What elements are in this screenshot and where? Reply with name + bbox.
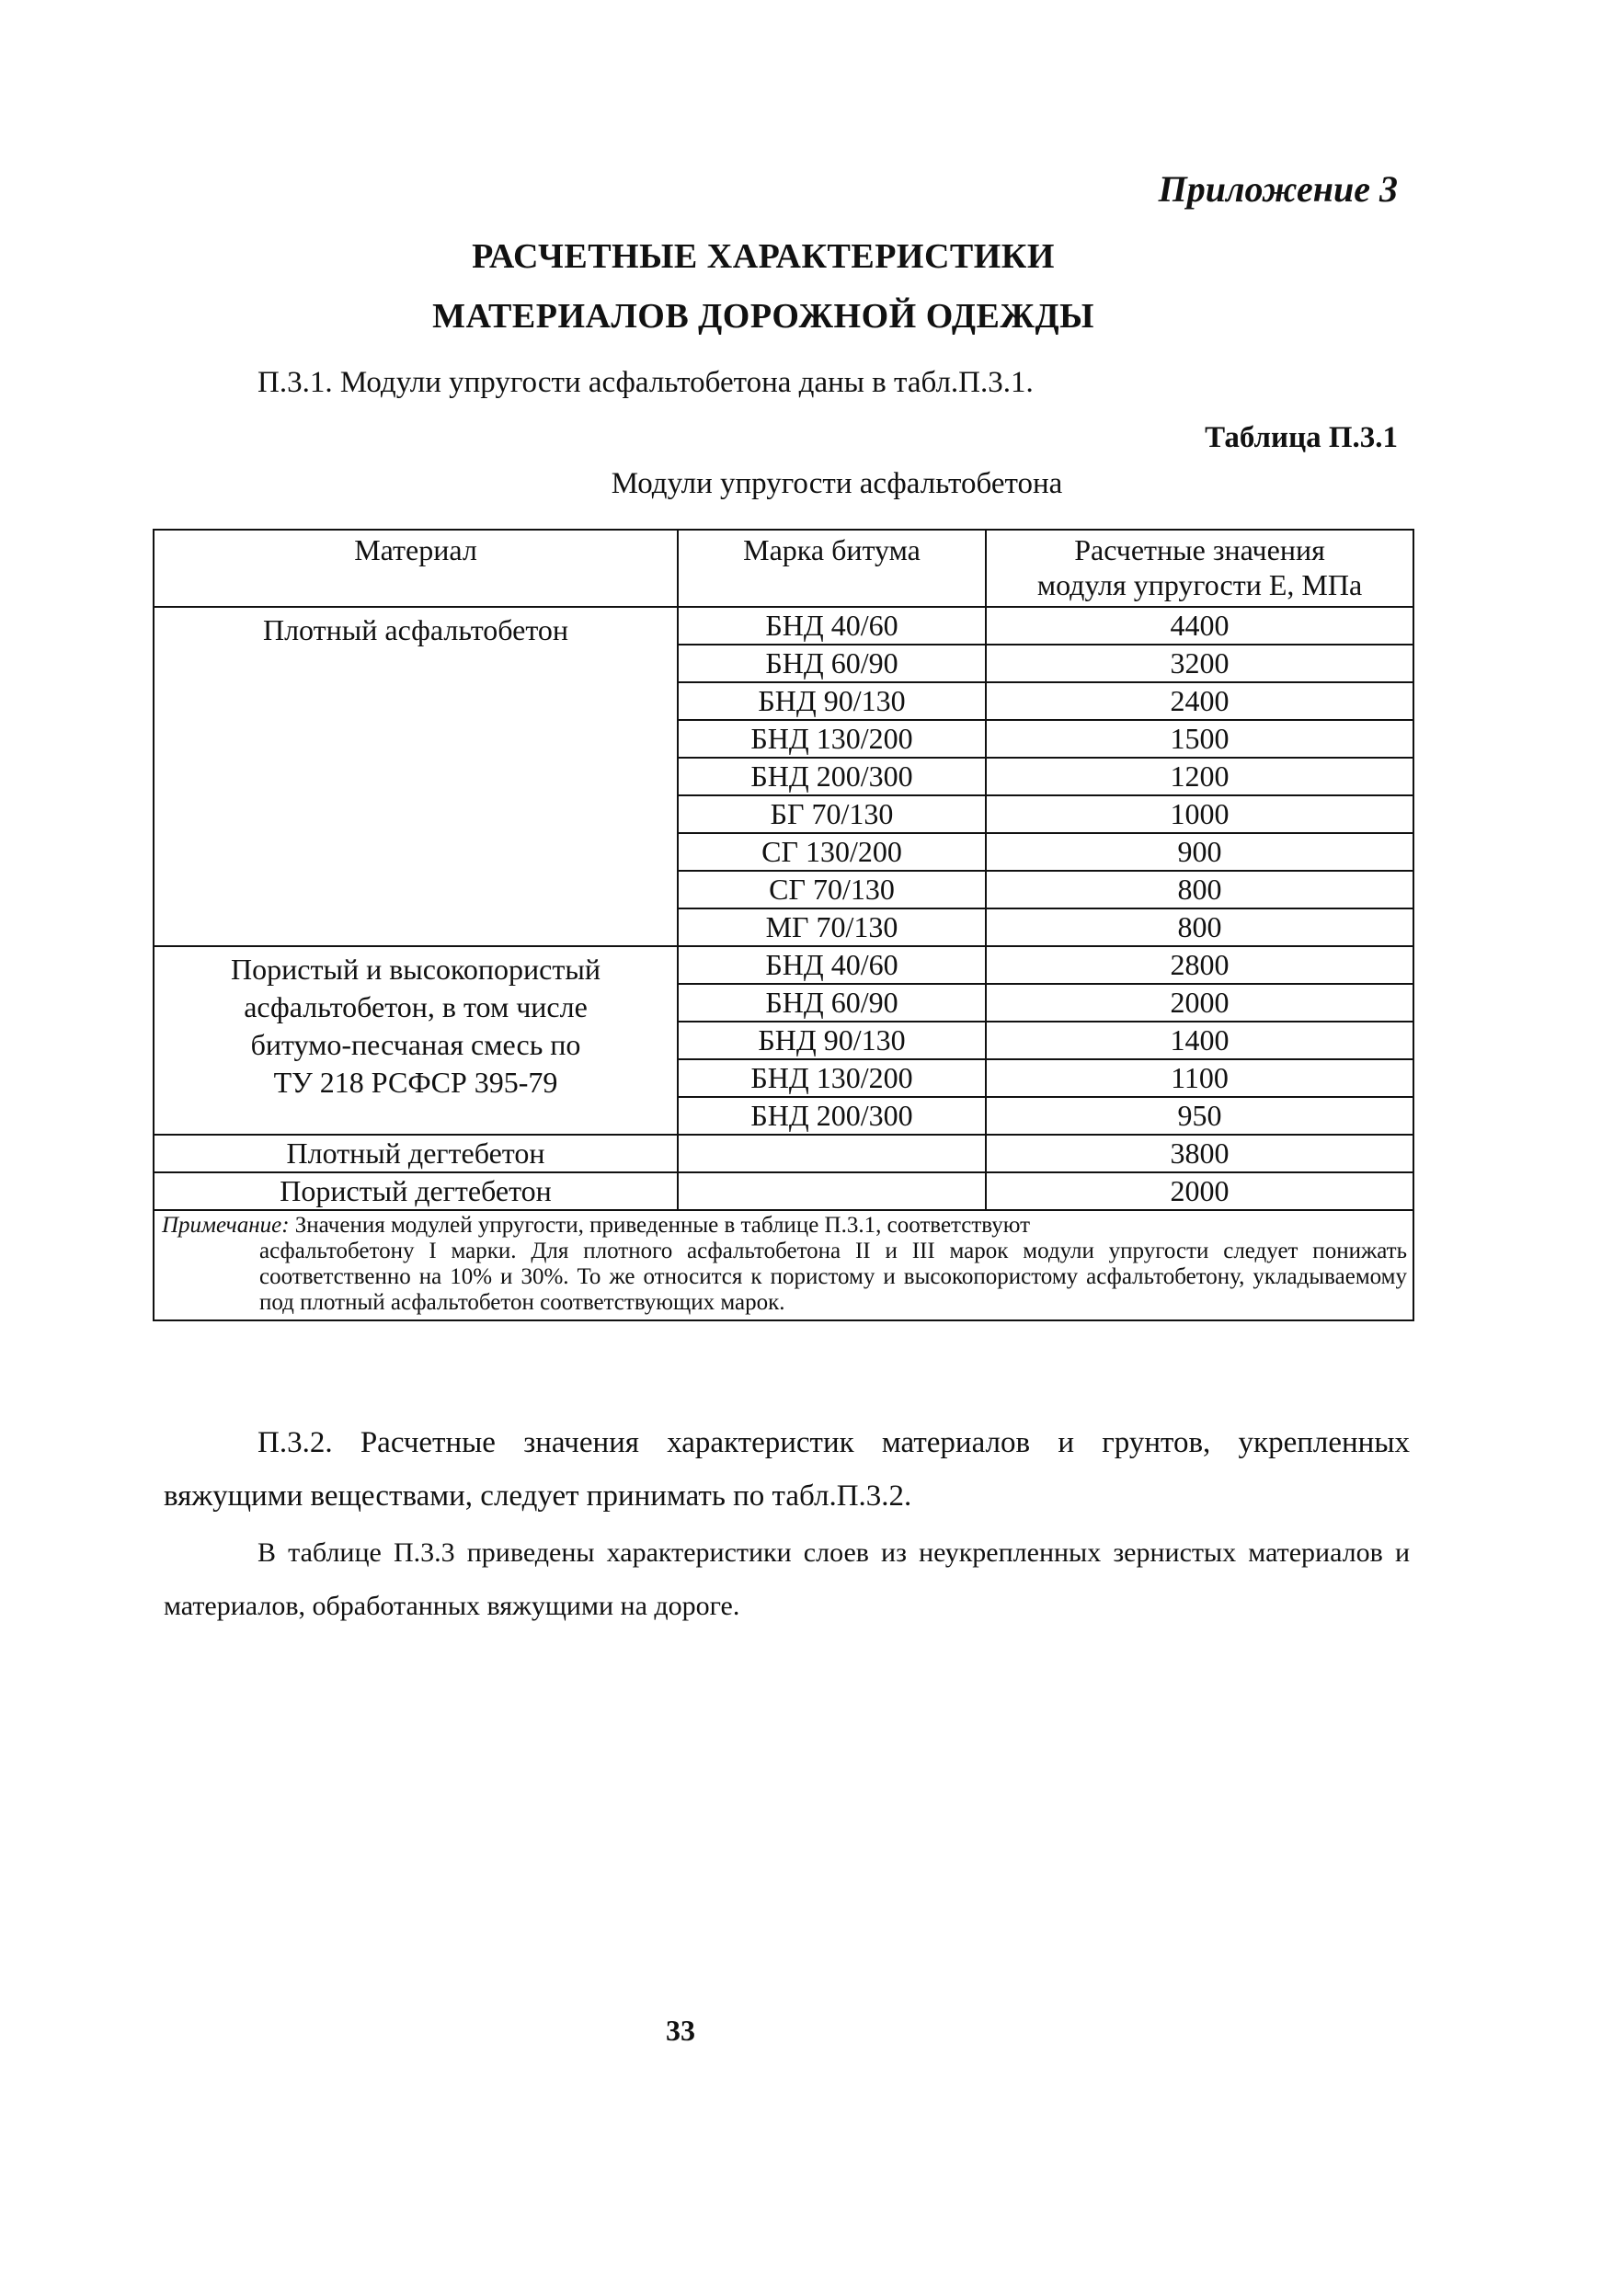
bitumen-grade-cell: БНД 90/130 (678, 682, 986, 720)
modulus-value-cell: 4400 (986, 607, 1413, 645)
document-title-line1: РАСЧЕТНЫЕ ХАРАКТЕРИСТИКИ (472, 237, 1055, 276)
modulus-value-cell: 900 (986, 833, 1413, 871)
modulus-value-cell: 1500 (986, 720, 1413, 758)
modulus-value-cell: 2000 (986, 984, 1413, 1022)
material-porous-asphalt (154, 946, 678, 1135)
table-number-label: Таблица П.3.1 (1205, 421, 1398, 454)
modulus-value-cell: 950 (986, 1097, 1413, 1135)
appendix-label: Приложение 3 (1158, 168, 1398, 210)
header-modulus-line2: модуля упругости Е, МПа (1036, 568, 1363, 601)
bitumen-grade-cell: СГ 130/200 (678, 833, 986, 871)
header-modulus-line1: Расчетные значения (1074, 533, 1325, 566)
bitumen-grade-cell: БНД 200/300 (678, 758, 986, 795)
table-caption: Модули упругости асфальтобетона (611, 467, 1063, 500)
table-row (154, 1172, 1413, 1210)
bitumen-grade-cell (678, 1172, 986, 1210)
bitumen-grade-cell: БНД 200/300 (678, 1097, 986, 1135)
material-porous-line4: ТУ 218 РСФСР 395-79 (273, 1066, 558, 1099)
bitumen-grade-cell: БНД 130/200 (678, 720, 986, 758)
table-row (154, 1135, 1413, 1172)
modulus-value-cell: 2400 (986, 682, 1413, 720)
page-number: 33 (666, 2014, 695, 2047)
elastic-modulus-table (153, 529, 1414, 1321)
note-label: Примечание: (162, 1213, 290, 1238)
modulus-value-cell: 1100 (986, 1059, 1413, 1097)
modulus-value-cell: 1400 (986, 1022, 1413, 1059)
bitumen-grade-cell: СГ 70/130 (678, 871, 986, 908)
note-text-rest: асфальтобетону I марки. Для плотного асфальтобетона II и III марок модули упругости следует понижать соответственно на 10% и 30%. То же относится к пористому и высокопористому асфальтобетону, укладываемому под плотный асфальтобетон соответствующих марок. (259, 1239, 1407, 1315)
bitumen-grade-cell: БНД 60/90 (678, 645, 986, 682)
modulus-value-cell: 3200 (986, 645, 1413, 682)
table-row (154, 946, 1413, 984)
material-porous-tar-concrete: Пористый дегтебетон (154, 1172, 678, 1210)
document-title-line2: МАТЕРИАЛОВ ДОРОЖНОЙ ОДЕЖДЫ (432, 297, 1094, 336)
modulus-value-cell: 2800 (986, 946, 1413, 984)
table-header-row (154, 530, 1413, 607)
bitumen-grade-cell (678, 1135, 986, 1172)
bitumen-grade-cell: БНД 130/200 (678, 1059, 986, 1097)
header-material: Материал (154, 530, 678, 607)
note-text-first: Значения модулей упругости, приведенные в таблице П.3.1, соответствуют (294, 1213, 1031, 1238)
bitumen-grade-cell: БНД 60/90 (678, 984, 986, 1022)
modulus-value-cell: 1200 (986, 758, 1413, 795)
table-note-row (154, 1210, 1413, 1320)
modulus-value-cell: 2000 (986, 1172, 1413, 1210)
table-note (154, 1210, 1413, 1320)
material-porous-line1: Пористый и высокопористый (231, 953, 601, 986)
material-porous-line2: асфальтобетон, в том числе (244, 990, 588, 1023)
bitumen-grade-cell: БНД 90/130 (678, 1022, 986, 1059)
modulus-value-cell: 1000 (986, 795, 1413, 833)
material-dense-asphalt: Плотный асфальтобетон (154, 607, 678, 946)
bitumen-grade-cell: МГ 70/130 (678, 908, 986, 946)
material-dense-tar-concrete: Плотный дегтебетон (154, 1135, 678, 1172)
table-row (154, 607, 1413, 645)
bitumen-grade-cell: БГ 70/130 (678, 795, 986, 833)
header-modulus (986, 530, 1413, 607)
modulus-value-cell: 800 (986, 871, 1413, 908)
intro-paragraph: П.3.1. Модули упругости асфальтобетона даны в табл.П.3.1. (257, 366, 1034, 399)
bitumen-grade-cell: БНД 40/60 (678, 607, 986, 645)
paragraph-p3-3: В таблице П.3.3 приведены характеристики слоев из неукрепленных зернистых материалов и материалов, обработанных вяжущими на дороге. (164, 1537, 1410, 1621)
header-bitumen-grade: Марка битума (678, 530, 986, 607)
modulus-value-cell: 800 (986, 908, 1413, 946)
material-porous-line3: битумо-песчаная смесь по (250, 1028, 581, 1061)
bitumen-grade-cell: БНД 40/60 (678, 946, 986, 984)
modulus-value-cell: 3800 (986, 1135, 1413, 1172)
paragraph-p3-2: П.3.2. Расчетные значения характеристик материалов и грунтов, укрепленных вяжущими веществами, следует принимать по табл.П.3.2. (164, 1426, 1410, 1513)
